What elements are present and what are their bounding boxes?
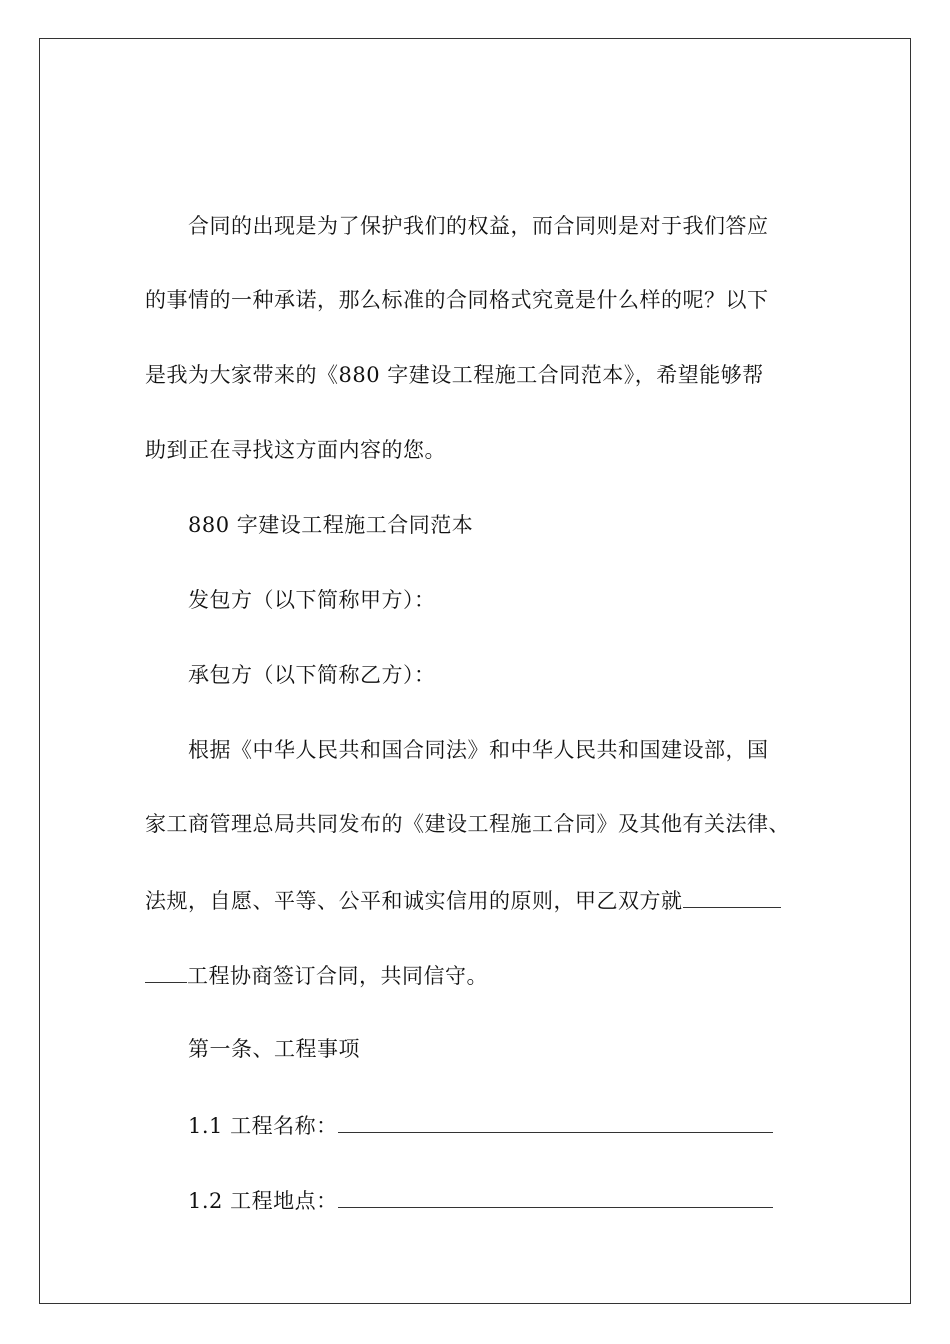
basis-line-2: 家工商管理总局共同发布的《建设工程施工合同》及其他有关法律、 (145, 812, 790, 836)
item-1-1-label: 1.1 工程名称： (188, 1114, 338, 1138)
intro-line-4: 助到正在寻找这方面内容的您。 (145, 438, 446, 462)
intro-line-2: 的事情的一种承诺，那么标准的合同格式究竟是什么样的呢？以下 (145, 288, 769, 312)
basis-line-4-text: 工程协商签订合同，共同信守。 (187, 964, 488, 988)
intro-line-1: 合同的出现是为了保护我们的权益，而合同则是对于我们答应 (188, 214, 769, 238)
intro-line-3: 是我为大家带来的《880 字建设工程施工合同范本》，希望能够帮 (145, 363, 764, 387)
party-b-line: 承包方（以下简称乙方）： (188, 663, 436, 687)
basis-line-3 (145, 885, 781, 915)
party-a-line: 发包方（以下简称甲方）： (188, 588, 436, 612)
article-1-heading: 第一条、工程事项 (188, 1037, 360, 1061)
project-blank-end (145, 960, 187, 983)
project-name-blank (338, 1110, 773, 1133)
contract-title: 880 字建设工程施工合同范本 (188, 513, 474, 537)
basis-line-3-text: 法规，自愿、平等、公平和诚实信用的原则，甲乙双方就 (145, 889, 683, 913)
item-1-2 (188, 1185, 773, 1215)
item-1-2-label: 1.2 工程地点： (188, 1189, 338, 1213)
project-blank-start (683, 885, 781, 908)
project-location-blank (338, 1185, 773, 1208)
item-1-1 (188, 1110, 773, 1140)
basis-line-4 (145, 960, 488, 990)
basis-line-1: 根据《中华人民共和国合同法》和中华人民共和国建设部，国 (188, 738, 769, 762)
